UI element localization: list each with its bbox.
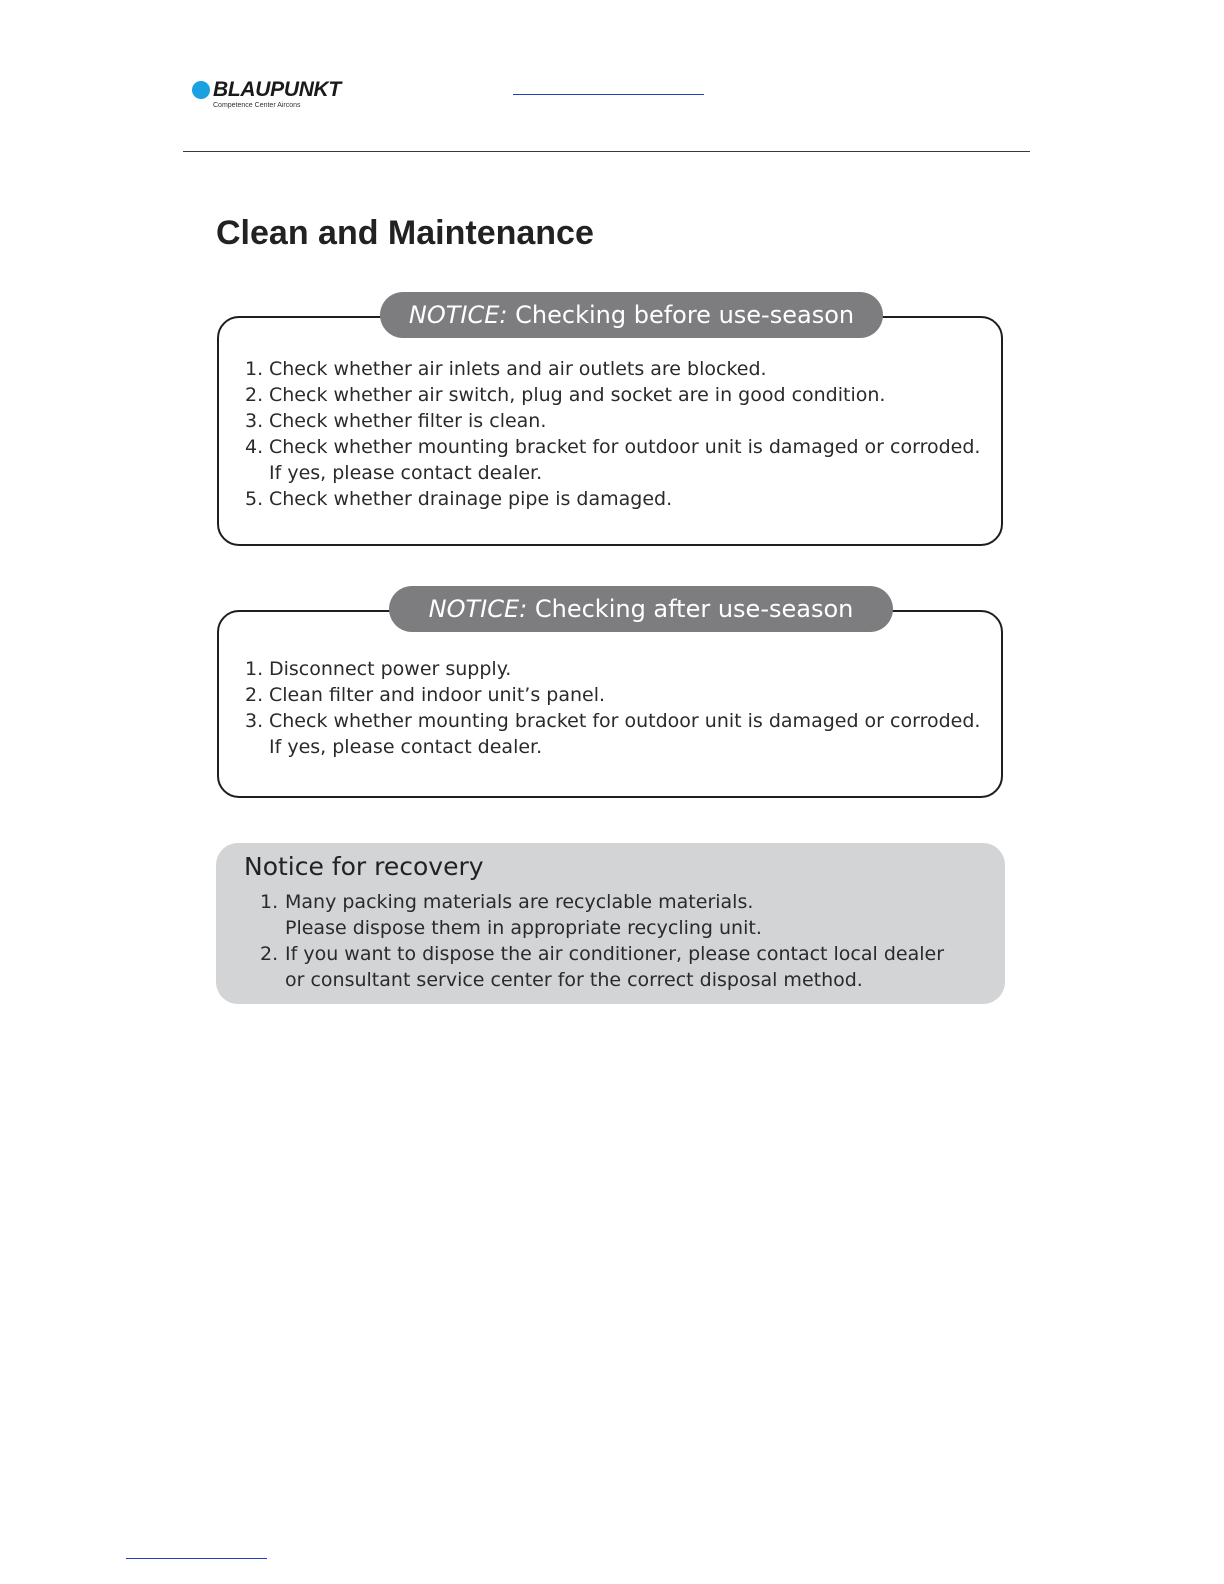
- notice-heading-text: Checking before use-season: [515, 301, 855, 329]
- checklist-before-season: [245, 356, 980, 512]
- list-item: [245, 708, 980, 760]
- item-continuation: or consultant service center for the correct disposal method.: [285, 969, 863, 991]
- brand-name: BLAUPUNKT: [213, 78, 341, 101]
- item-number: 2.: [245, 384, 264, 406]
- list-item: [260, 941, 944, 993]
- page-title: Clean and Maintenance: [216, 214, 594, 252]
- notice-heading-text: Checking after use-season: [534, 595, 854, 623]
- list-item: [245, 486, 980, 512]
- recovery-list: [260, 889, 944, 993]
- list-item: [245, 656, 980, 682]
- item-number: 3.: [245, 410, 264, 432]
- item-number: 2.: [245, 684, 264, 706]
- item-text: Many packing materials are recyclable materials.: [285, 891, 754, 913]
- brand-dot-icon: [192, 81, 210, 99]
- item-text: Clean filter and indoor unit’s panel.: [269, 684, 606, 706]
- brand-logo: [192, 78, 362, 118]
- item-number: 2.: [260, 943, 279, 965]
- item-text: Check whether air switch, plug and socket are in good condition.: [269, 384, 886, 406]
- list-item: [245, 408, 980, 434]
- list-item: [245, 382, 980, 408]
- footer-link-underline: [126, 1558, 267, 1559]
- item-text: Check whether mounting bracket for outdoor unit is damaged or corroded.: [269, 436, 981, 458]
- item-number: 3.: [245, 710, 264, 732]
- item-number: 1.: [245, 658, 264, 680]
- item-text: Check whether filter is clean.: [269, 410, 547, 432]
- item-number: 5.: [245, 488, 264, 510]
- item-number: 1.: [245, 358, 264, 380]
- list-item: [245, 356, 980, 382]
- notice-lead: NOTICE:: [408, 301, 508, 329]
- item-text: Disconnect power supply.: [269, 658, 512, 680]
- item-continuation: If yes, please contact dealer.: [269, 736, 543, 758]
- notice-heading-before-season: [380, 292, 883, 338]
- brand-subtitle: Competence Center Aircons: [213, 102, 301, 109]
- notice-lead: NOTICE:: [428, 595, 528, 623]
- item-number: 1.: [260, 891, 279, 913]
- header-divider: [183, 151, 1030, 152]
- checklist-after-season: [245, 656, 980, 760]
- list-item: [245, 434, 980, 486]
- item-text: Check whether air inlets and air outlets are blocked.: [269, 358, 767, 380]
- item-continuation: Please dispose them in appropriate recycling unit.: [285, 917, 762, 939]
- item-text: Check whether mounting bracket for outdoor unit is damaged or corroded.: [269, 710, 981, 732]
- notice-heading-after-season: [389, 586, 893, 632]
- item-continuation: If yes, please contact dealer.: [269, 462, 543, 484]
- list-item: [245, 682, 980, 708]
- item-text: If you want to dispose the air conditioner, please contact local dealer: [285, 943, 945, 965]
- item-number: 4.: [245, 436, 264, 458]
- item-text: Check whether drainage pipe is damaged.: [269, 488, 673, 510]
- recovery-title: Notice for recovery: [244, 852, 484, 881]
- list-item: [260, 889, 944, 941]
- header-link-underline: [513, 94, 704, 95]
